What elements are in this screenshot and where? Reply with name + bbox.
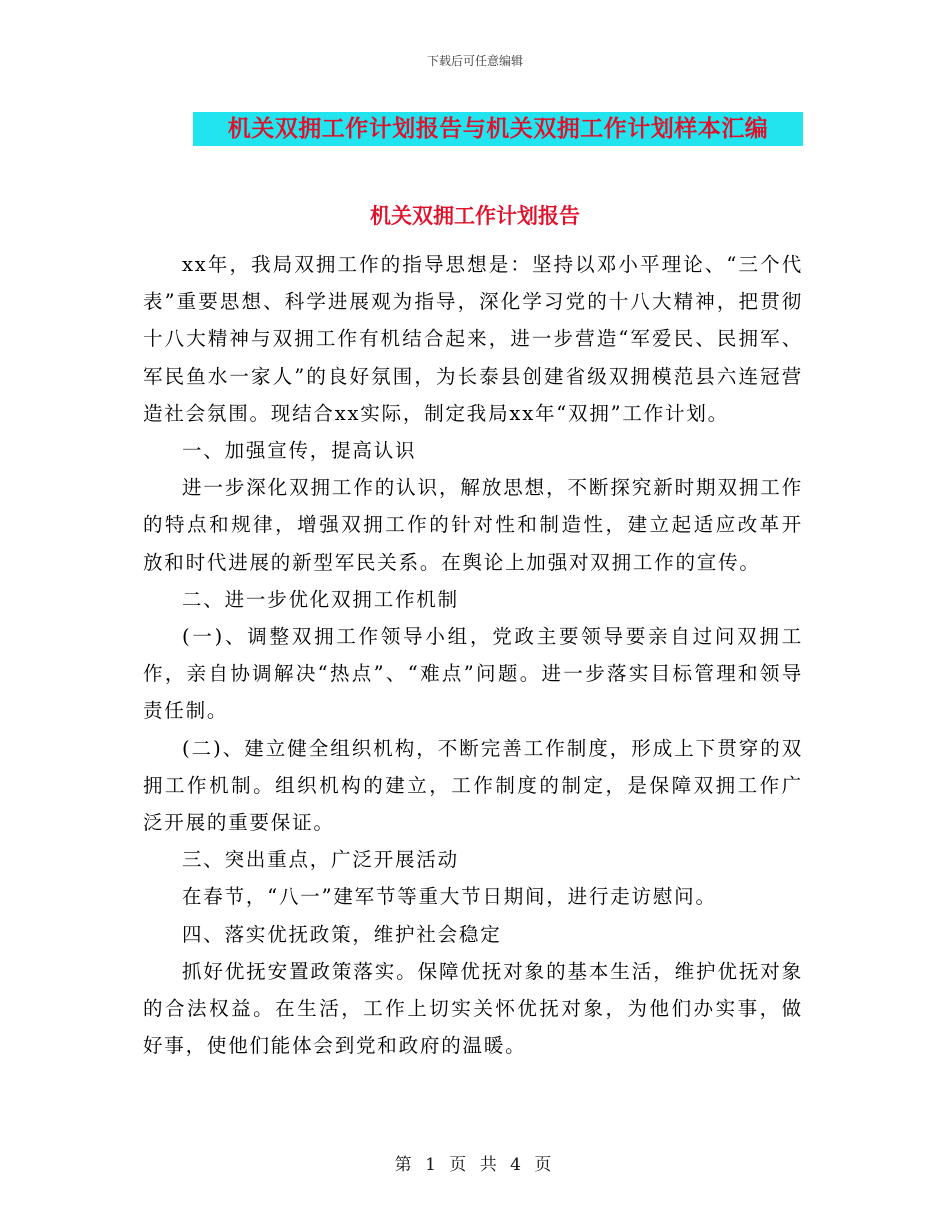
- page-number: 第 1 页 共 4 页: [394, 1155, 556, 1175]
- paragraph-intro: xx年，我局双拥工作的指导思想是：坚持以邓小平理论、“三个代表”重要思想、科学进展观为指导，深化学习党的十八大精神，把贯彻十八大精神与双拥工作有机结合起来，进一步营造“军爱民、民拥军、军民鱼水一家人”的良好氛围，为长泰县创建省级双拥模范县六连冠营造社会氛围。现结合xx实际，制定我局xx年“双拥”工作计划。: [143, 253, 803, 425]
- paragraph-1: 进一步深化双拥工作的认识，解放思想，不断探究新时期双拥工作的特点和规律，增强双拥工作的针对性和制造性，建立起适应改革开放和时代进展的新型军民关系。在舆论上加强对双拥工作的宣传。: [143, 476, 803, 574]
- heading-4: 四、落实优抚政策，维护社会稳定: [182, 922, 502, 946]
- page-header-note: 下载后可任意编辑: [426, 54, 523, 68]
- paragraph-2-2: (二)、建立健全组织机构，不断完善工作制度，形成上下贯穿的双拥工作机制。组织机构的建立，工作制度的制定，是保障双拥工作广泛开展的重要保证。: [143, 736, 803, 835]
- paragraph-2-1: (一)、调整双拥工作领导小组，党政主要领导要亲自过问双拥工作，亲自协调解决“热点”、“难点”问题。进一步落实目标管理和领导责任制。: [143, 625, 803, 723]
- heading-2: 二、进一步优化双拥工作机制: [182, 587, 459, 611]
- main-title: 机关双拥工作计划报告与机关双拥工作计划样本汇编: [227, 115, 769, 142]
- heading-3: 三、突出重点，广泛开展活动: [182, 848, 459, 872]
- section-title: 机关双拥工作计划报告: [370, 203, 580, 228]
- paragraph-4: 抓好优抚安置政策落实。保障优抚对象的基本生活，维护优抚对象的合法权益。在生活，工作上切实关怀优抚对象，为他们办实事，做好事，使他们能体会到党和政府的温暖。: [143, 959, 803, 1058]
- document-body: [143, 246, 803, 1064]
- heading-1: 一、加强宣传，提高认识: [182, 439, 417, 463]
- paragraph-3: 在春节，“八一”建军节等重大节日期间，进行走访慰问。: [182, 885, 717, 909]
